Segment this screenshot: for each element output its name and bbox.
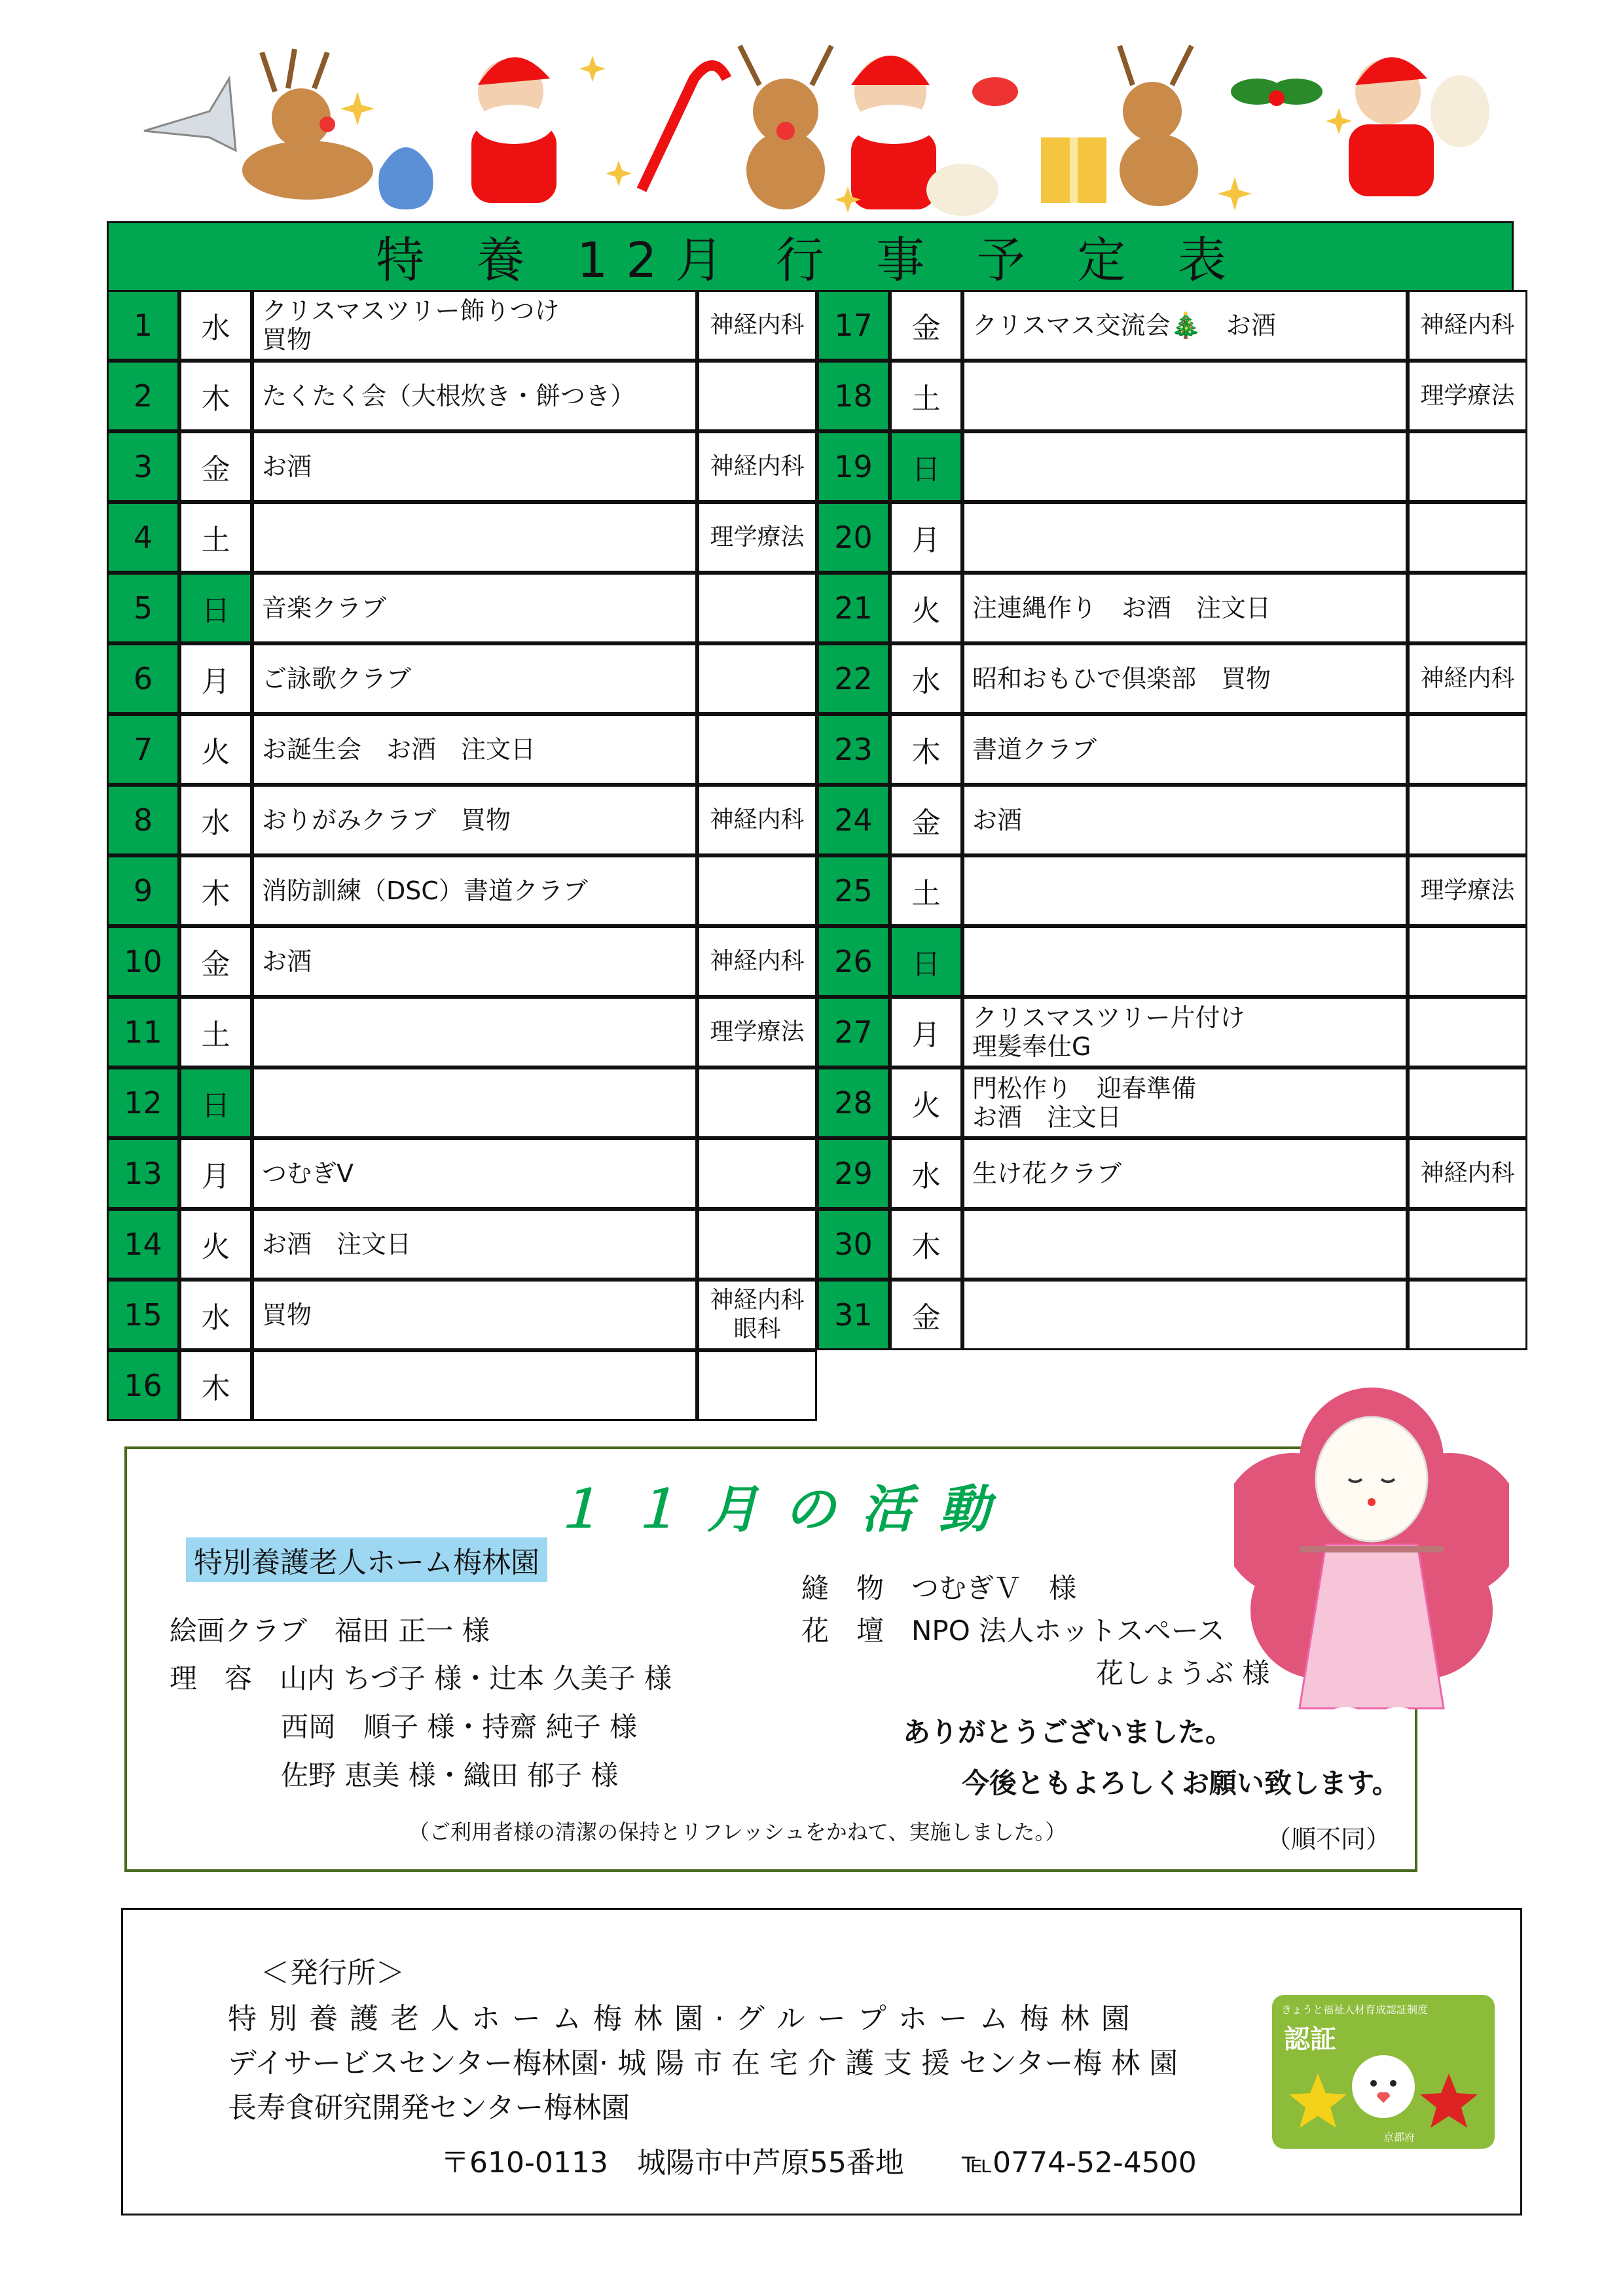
event-cell (962, 1067, 1408, 1138)
schedule-row (109, 999, 819, 1069)
publisher-footer (121, 1908, 1522, 2215)
schedule-row (109, 433, 819, 504)
event-text: 買物 (262, 325, 312, 354)
date-cell: 1 (107, 290, 179, 361)
department-cell (697, 855, 817, 926)
department-text: 神経内科 (1420, 1160, 1515, 1187)
weekday-cell: 日 (890, 926, 962, 997)
department-text: 神経内科 (710, 312, 805, 338)
date-cell: 23 (817, 714, 890, 785)
event-text: お誕生会 お酒 注文日 (262, 735, 536, 764)
event-cell (252, 1138, 697, 1209)
schedule-row (109, 857, 819, 928)
november-org-name: 特別養護老人ホーム梅林園 (186, 1537, 547, 1582)
event-cell (252, 1350, 697, 1421)
schedule-row (109, 363, 819, 433)
department-cell (697, 714, 817, 785)
weekday-cell: 月 (890, 997, 962, 1067)
gift-bag-icon (378, 147, 433, 209)
weekday-cell: 土 (890, 361, 962, 431)
event-text: 音楽クラブ (262, 594, 387, 622)
event-text: つむぎV (262, 1159, 354, 1188)
schedule-row (819, 292, 1529, 363)
department-cell (1408, 997, 1527, 1067)
event-text: お酒 (262, 452, 312, 481)
date-cell: 14 (107, 1209, 179, 1280)
weekday-cell: 木 (890, 1209, 962, 1280)
schedule-row (819, 857, 1529, 928)
date-cell: 3 (107, 431, 179, 502)
weekday-cell: 日 (890, 431, 962, 502)
weekday-cell: 金 (890, 785, 962, 855)
schedule-row (819, 645, 1529, 716)
event-text: 注連縄作り お酒 注文日 (972, 594, 1271, 622)
weekday-cell: 水 (179, 1280, 252, 1350)
november-note: （ご利用者様の清潔の保持とリフレッシュをかねて、実施しました。） (409, 1820, 1067, 1844)
date-cell: 15 (107, 1280, 179, 1350)
department-text: 理学療法 (710, 524, 805, 550)
event-cell (962, 1138, 1408, 1209)
publisher-line: デイサービスセンター梅林園· 城 陽 市 在 宅 介 護 支 援 センター梅 林 園 (228, 2047, 1178, 2080)
schedule-row (109, 1140, 819, 1211)
department-cell (1408, 926, 1527, 997)
date-cell: 18 (817, 361, 890, 431)
weekday-cell: 水 (179, 785, 252, 855)
schedule-row (109, 575, 819, 645)
holly-icon (1231, 79, 1322, 106)
department-cell (1408, 573, 1527, 643)
date-cell: 19 (817, 431, 890, 502)
date-cell: 13 (107, 1138, 179, 1209)
date-cell: 24 (817, 785, 890, 855)
event-text: おりがみクラブ 買物 (262, 806, 511, 834)
event-cell (252, 573, 697, 643)
department-cell (1408, 1138, 1527, 1209)
november-closing: 今後ともよろしくお願い致します。 (962, 1767, 1400, 1799)
department-cell (1408, 1209, 1527, 1280)
november-right-line: 花 壇 NPO 法人ホットスペース (801, 1615, 1225, 1647)
schedule-title-bar (107, 221, 1514, 292)
date-cell: 11 (107, 997, 179, 1067)
date-cell: 2 (107, 361, 179, 431)
department-cell (697, 502, 817, 573)
november-left-line: 絵画クラブ 福田 正一 様 (170, 1615, 490, 1647)
weekday-cell: 月 (890, 502, 962, 573)
santa-icon (1349, 57, 1489, 196)
schedule-row (109, 716, 819, 787)
date-cell: 29 (817, 1138, 890, 1209)
weekday-cell: 金 (179, 431, 252, 502)
reindeer-icon (740, 46, 831, 209)
reindeer-icon (1120, 46, 1198, 206)
weekday-cell: 土 (179, 997, 252, 1067)
weekday-cell: 土 (890, 855, 962, 926)
department-cell (697, 290, 817, 361)
weekday-cell: 火 (890, 1067, 962, 1138)
date-cell: 26 (817, 926, 890, 997)
schedule-row (109, 292, 819, 363)
event-cell (252, 855, 697, 926)
christmas-banner (131, 39, 1493, 223)
department-cell (697, 785, 817, 855)
santa-icon (471, 57, 556, 203)
weekday-cell: 火 (179, 714, 252, 785)
event-text: 消防訓練（DSC）書道クラブ (262, 876, 588, 905)
event-cell (252, 1280, 697, 1350)
event-cell (962, 714, 1408, 785)
event-cell (962, 573, 1408, 643)
date-cell: 20 (817, 502, 890, 573)
publisher-line: 特 別 養 護 老 人 ホ ー ム 梅 林 園 · グ ル ー プ ホ ー ム 梅 林 園 (228, 2002, 1131, 2036)
schedule-row (109, 1352, 819, 1423)
department-cell (1408, 714, 1527, 785)
event-text: クリスマスツリー飾りつけ (262, 296, 560, 325)
certification-badge (1272, 1995, 1495, 2149)
schedule-row (109, 645, 819, 716)
schedule-row (109, 1211, 819, 1282)
event-cell (962, 855, 1408, 926)
date-cell: 27 (817, 997, 890, 1067)
november-left-line: 西岡 順子 様・持齋 純子 様 (281, 1711, 638, 1743)
event-text: クリスマスツリー片付け (972, 1003, 1245, 1032)
date-cell: 6 (107, 643, 179, 714)
november-order-note: （順不同） (1266, 1825, 1391, 1854)
event-cell (252, 1209, 697, 1280)
event-cell (962, 997, 1408, 1067)
date-cell: 8 (107, 785, 179, 855)
date-cell: 12 (107, 1067, 179, 1138)
department-cell (697, 361, 817, 431)
department-text: 神経内科 (710, 806, 805, 833)
weekday-cell: 金 (179, 926, 252, 997)
event-text: 昭和おもひで倶楽部 買物 (972, 664, 1271, 693)
department-cell (1408, 1067, 1527, 1138)
publisher-heading: ＜発行所＞ (261, 1956, 405, 1990)
department-cell (1408, 643, 1527, 714)
cert-label: 認証 (1284, 2024, 1336, 2054)
event-cell (252, 997, 697, 1067)
date-cell: 21 (817, 573, 890, 643)
event-cell (962, 502, 1408, 573)
department-cell (1408, 361, 1527, 431)
schedule-row (819, 999, 1529, 1069)
event-cell (252, 643, 697, 714)
date-cell: 17 (817, 290, 890, 361)
date-cell: 7 (107, 714, 179, 785)
event-text: 買物 (262, 1300, 312, 1329)
department-text: 眼科 (733, 1316, 781, 1342)
november-activities-box (124, 1446, 1417, 1872)
event-cell (252, 361, 697, 431)
weekday-cell: 火 (890, 573, 962, 643)
weekday-cell: 水 (890, 1138, 962, 1209)
event-cell (252, 502, 697, 573)
event-cell (962, 361, 1408, 431)
november-left-line: 佐野 恵美 様・織田 郁子 様 (281, 1759, 619, 1791)
department-cell (1408, 785, 1527, 855)
santa-icon (851, 56, 998, 216)
department-text: 神経内科 (1420, 312, 1515, 338)
schedule-row (109, 504, 819, 575)
schedule-row (819, 363, 1529, 433)
department-cell (1408, 431, 1527, 502)
department-text: 理学療法 (710, 1018, 805, 1045)
department-cell (697, 997, 817, 1067)
weekday-cell: 月 (179, 643, 252, 714)
schedule-title: 特 養 12月 行 事 予 定 表 (376, 232, 1245, 289)
schedule-row (819, 433, 1529, 504)
schedule-row (109, 1282, 819, 1352)
cert-program-name: きょうと福祉人材育成認証制度 (1281, 2003, 1429, 2016)
event-cell (252, 926, 697, 997)
schedule-row (109, 928, 819, 999)
trumpet-icon (144, 79, 236, 151)
november-title: １１月の活動 (553, 1480, 1017, 1539)
event-text: 生け花クラブ (972, 1159, 1122, 1188)
department-text: 神経内科 (710, 453, 805, 480)
department-cell (697, 431, 817, 502)
date-cell: 28 (817, 1067, 890, 1138)
gift-box-icon (1041, 137, 1106, 203)
department-text: 理学療法 (1420, 877, 1515, 904)
event-text: お酒 注文日 (972, 1103, 1122, 1132)
event-cell (962, 785, 1408, 855)
event-cell (962, 1209, 1408, 1280)
reindeer-icon (242, 49, 373, 200)
department-text: 理学療法 (1420, 382, 1515, 409)
date-cell: 4 (107, 502, 179, 573)
department-cell (697, 1280, 817, 1350)
schedule-row (819, 787, 1529, 857)
date-cell: 31 (817, 1280, 890, 1350)
schedule-row (819, 1140, 1529, 1211)
event-cell (252, 431, 697, 502)
cert-mascot-icon (1285, 2047, 1482, 2132)
event-cell (962, 290, 1408, 361)
department-cell (1408, 855, 1527, 926)
department-text: 神経内科 (710, 1287, 805, 1314)
schedule-row (109, 787, 819, 857)
schedule-row (819, 928, 1529, 999)
weekday-cell: 水 (179, 290, 252, 361)
event-cell (962, 1280, 1408, 1350)
weekday-cell: 日 (179, 1067, 252, 1138)
november-right-line: 縫 物 つむぎＶ 様 (801, 1572, 1077, 1604)
date-cell: 10 (107, 926, 179, 997)
department-cell (697, 1350, 817, 1421)
schedule-row (819, 1282, 1529, 1352)
event-cell (962, 431, 1408, 502)
event-text: ご詠歌クラブ (262, 664, 412, 693)
event-text: 門松作り 迎春準備 (972, 1074, 1197, 1103)
november-right-line: 花しょうぶ 様 (1096, 1657, 1270, 1689)
event-text: クリスマス交流会🎄 お酒 (972, 311, 1276, 340)
weekday-cell: 金 (890, 290, 962, 361)
weekday-cell: 日 (179, 573, 252, 643)
plum-blossom-doll-icon (1234, 1381, 1509, 1748)
weekday-cell: 金 (890, 1280, 962, 1350)
date-cell: 30 (817, 1209, 890, 1280)
schedule-row (819, 504, 1529, 575)
event-cell (962, 643, 1408, 714)
department-cell (1408, 1280, 1527, 1350)
date-cell: 9 (107, 855, 179, 926)
event-text: お酒 (262, 947, 312, 976)
date-cell: 22 (817, 643, 890, 714)
candy-cane-icon (642, 65, 727, 190)
department-cell (697, 1209, 817, 1280)
date-cell: 25 (817, 855, 890, 926)
publisher-address: 〒610-0113 城陽市中芦原55番地 ℡0774-52-4500 (441, 2146, 1197, 2179)
november-left-line: 理 容 山内 ちづ子 様・辻本 久美子 様 (170, 1662, 672, 1695)
schedule-row (819, 1211, 1529, 1282)
department-cell (697, 573, 817, 643)
event-cell (252, 785, 697, 855)
november-thanks: ありがとうございました。 (903, 1716, 1233, 1748)
schedule-row (819, 575, 1529, 645)
schedule-row (819, 716, 1529, 787)
department-cell (697, 926, 817, 997)
weekday-cell: 木 (179, 1350, 252, 1421)
weekday-cell: 火 (179, 1209, 252, 1280)
department-cell (697, 1138, 817, 1209)
date-cell: 16 (107, 1350, 179, 1421)
event-cell (962, 926, 1408, 997)
event-text: 理髪奉仕G (972, 1032, 1091, 1061)
event-text: 書道クラブ (972, 735, 1097, 764)
event-text: お酒 (972, 806, 1023, 834)
department-text: 神経内科 (710, 948, 805, 975)
department-text: 神経内科 (1420, 665, 1515, 692)
event-text: たくたく会（大根炊き・餅つき） (262, 382, 636, 410)
weekday-cell: 木 (179, 361, 252, 431)
department-cell (697, 1067, 817, 1138)
event-cell (252, 714, 697, 785)
weekday-cell: 土 (179, 502, 252, 573)
weekday-cell: 木 (890, 714, 962, 785)
department-cell (1408, 290, 1527, 361)
weekday-cell: 水 (890, 643, 962, 714)
event-text: お酒 注文日 (262, 1230, 412, 1259)
weekday-cell: 月 (179, 1138, 252, 1209)
schedule-row (109, 1069, 819, 1140)
candy-icon (972, 77, 1018, 106)
cert-issuer: 京都府 (1383, 2131, 1415, 2144)
event-cell (252, 1067, 697, 1138)
date-cell: 5 (107, 573, 179, 643)
department-cell (697, 643, 817, 714)
schedule-row (819, 1069, 1529, 1140)
department-cell (1408, 502, 1527, 573)
weekday-cell: 木 (179, 855, 252, 926)
publisher-line: 長寿食研究開発センター梅林園 (228, 2091, 630, 2125)
event-cell (252, 290, 697, 361)
